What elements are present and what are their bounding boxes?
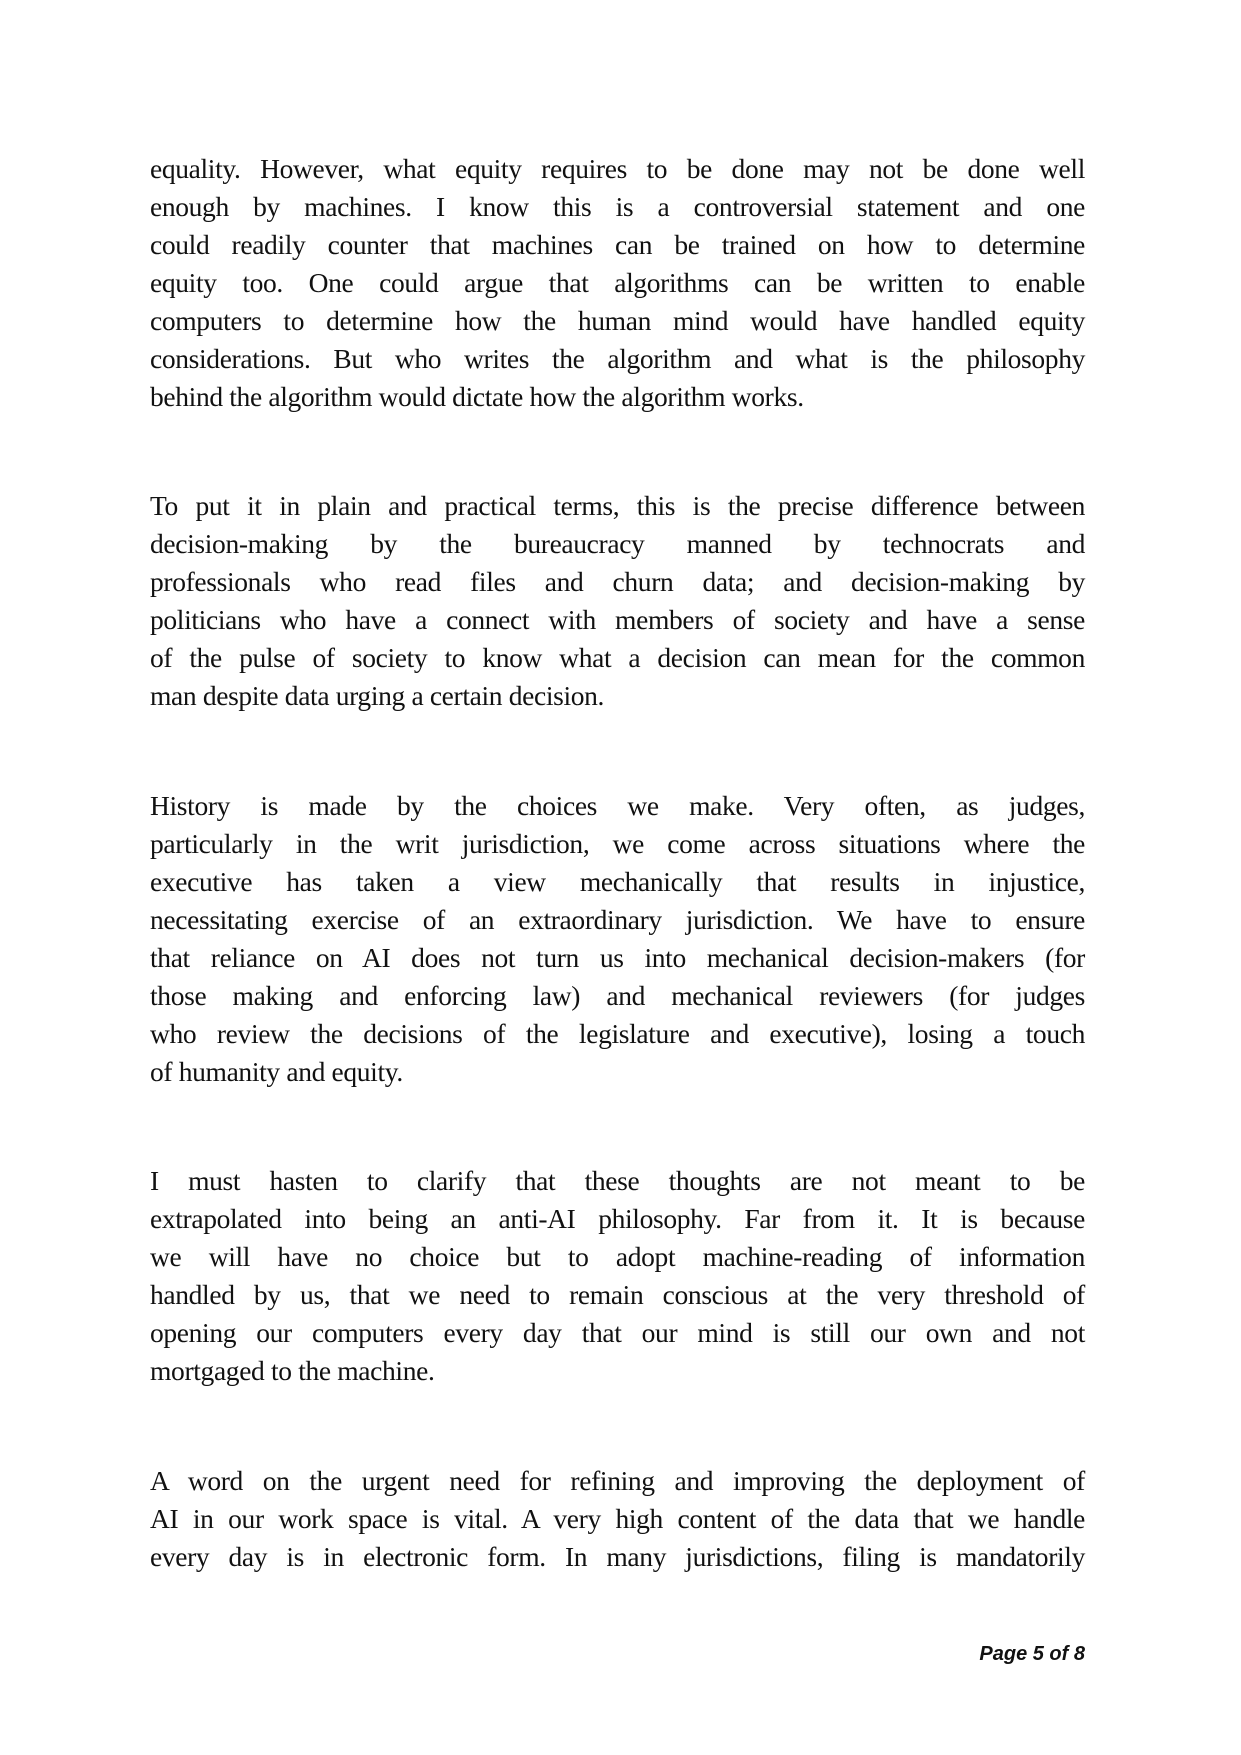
text-line: professionals who read files and churn data; and decision-making by bbox=[150, 566, 1085, 597]
paragraph-equity-machines bbox=[150, 150, 1085, 416]
text-line: particularly in the writ jurisdiction, we come across situations where the bbox=[150, 828, 1085, 859]
text-line: politicians who have a connect with members of society and have a sense bbox=[150, 604, 1085, 635]
text-line: To put it in plain and practical terms, this is the precise difference between bbox=[150, 490, 1085, 521]
text-line: could readily counter that machines can be trained on how to determine bbox=[150, 229, 1085, 260]
text-line: handled by us, that we need to remain conscious at the very threshold of bbox=[150, 1279, 1085, 1310]
text-line: executive has taken a view mechanically that results in injustice, bbox=[150, 866, 1085, 897]
paragraph-ai-deployment bbox=[150, 1462, 1085, 1576]
text-line: man despite data urging a certain decision. bbox=[150, 680, 605, 711]
text-line: equity too. One could argue that algorithms can be written to enable bbox=[150, 267, 1085, 298]
text-line: every day is in electronic form. In many jurisdictions, filing is mandatorily bbox=[150, 1541, 1085, 1572]
page-number-footer: Page 5 of 8 bbox=[979, 1643, 1085, 1665]
text-line: equality. However, what equity requires to be done may not be done well bbox=[150, 153, 1085, 184]
text-line: A word on the urgent need for refining and improving the deployment of bbox=[150, 1465, 1085, 1496]
text-line: necessitating exercise of an extraordinary jurisdiction. We have to ensure bbox=[150, 904, 1085, 935]
text-line: computers to determine how the human mind would have handled equity bbox=[150, 305, 1085, 336]
text-line: mortgaged to the machine. bbox=[150, 1355, 435, 1386]
text-line: of humanity and equity. bbox=[150, 1056, 403, 1087]
paragraph-not-anti-ai bbox=[150, 1162, 1085, 1390]
text-line: opening our computers every day that our mind is still our own and not bbox=[150, 1317, 1085, 1348]
text-line: enough by machines. I know this is a controversial statement and one bbox=[150, 191, 1085, 222]
text-line: we will have no choice but to adopt machine-reading of information bbox=[150, 1241, 1085, 1272]
paragraph-bureaucracy-vs-politicians bbox=[150, 487, 1085, 715]
text-line: AI in our work space is vital. A very high content of the data that we handle bbox=[150, 1503, 1085, 1534]
text-line: History is made by the choices we make. Very often, as judges, bbox=[150, 790, 1085, 821]
text-line: behind the algorithm would dictate how the algorithm works. bbox=[150, 381, 804, 412]
text-line: those making and enforcing law) and mechanical reviewers (for judges bbox=[150, 980, 1085, 1011]
text-line: considerations. But who writes the algorithm and what is the philosophy bbox=[150, 343, 1085, 374]
text-line: that reliance on AI does not turn us into mechanical decision-makers (for bbox=[150, 942, 1085, 973]
text-line: who review the decisions of the legislature and executive), losing a touch bbox=[150, 1018, 1085, 1049]
text-line: of the pulse of society to know what a decision can mean for the common bbox=[150, 642, 1085, 673]
text-line: I must hasten to clarify that these thoughts are not meant to be bbox=[150, 1165, 1085, 1196]
text-line: decision-making by the bureaucracy manned by technocrats and bbox=[150, 528, 1085, 559]
paragraph-history-choices bbox=[150, 787, 1085, 1091]
text-line: extrapolated into being an anti-AI philosophy. Far from it. It is because bbox=[150, 1203, 1085, 1234]
